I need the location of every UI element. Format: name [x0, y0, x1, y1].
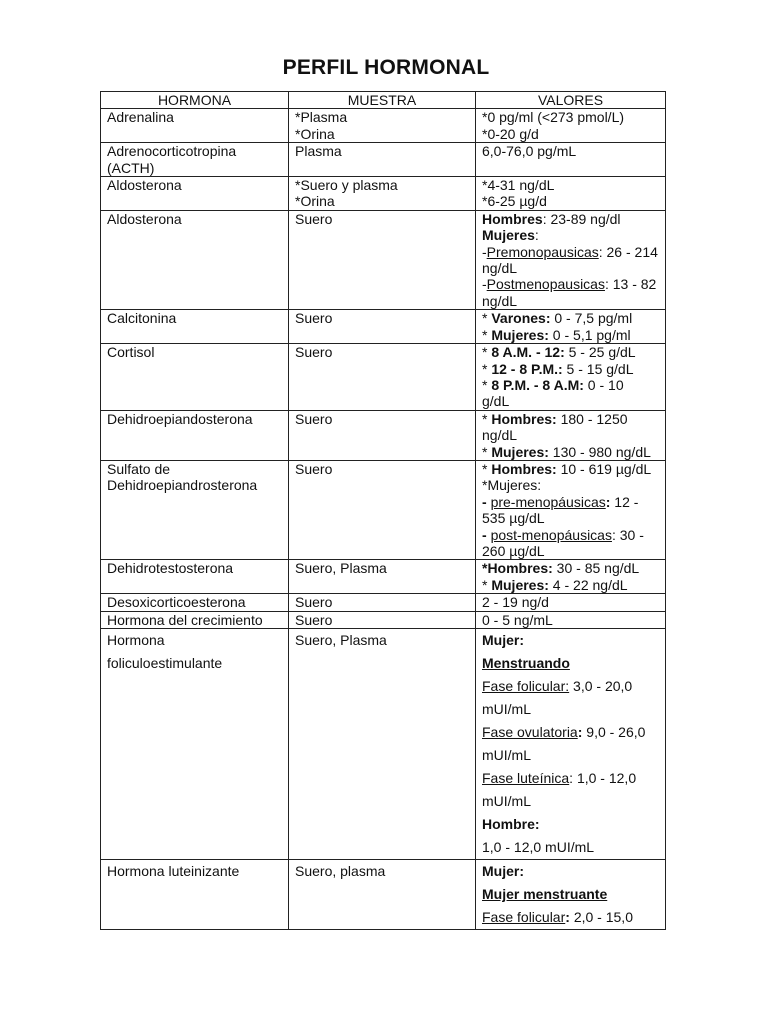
cell-line: *0 pg/ml (<273 pmol/L) — [482, 109, 625, 126]
cell-hormona — [101, 344, 289, 411]
cell-line — [482, 675, 659, 698]
underlined-label: Fase ovulatoria — [482, 724, 578, 740]
cell-line: ng/dL — [482, 292, 518, 309]
table-row — [101, 143, 666, 177]
bold-underlined-label: Mujer menstruante — [482, 886, 608, 902]
table-row — [101, 177, 666, 211]
cell-line: *Orina — [295, 125, 335, 142]
cell-valores — [476, 310, 666, 344]
cell-line: mUI/mL — [482, 747, 531, 763]
bold-label: 12 - 8 P.M.: — [491, 360, 563, 377]
hormone-table — [100, 91, 666, 930]
bold-label: Hombres: — [491, 410, 557, 427]
table-header — [101, 92, 666, 109]
cell-muestra — [289, 611, 476, 628]
value-text: 4 - 22 ng/dL — [548, 576, 628, 593]
cell-line: mUI/mL — [482, 701, 531, 717]
cell-valores — [476, 143, 666, 177]
cell-muestra — [289, 410, 476, 460]
table-body — [101, 109, 666, 930]
cell-line: *Mujeres: — [482, 477, 542, 494]
cell-line: *Orina — [295, 193, 335, 210]
cell-line — [482, 211, 659, 227]
bold-label: - — [482, 526, 491, 543]
cell-hormona — [101, 560, 289, 594]
value-text: 5 - 15 g/dL — [562, 360, 634, 377]
text-prefix: - — [482, 243, 487, 260]
bold-label: Mujer: — [482, 632, 524, 648]
cell-line — [482, 652, 659, 675]
bold-colon: : — [605, 493, 611, 510]
bold-colon: : — [565, 909, 570, 925]
cell-line: Dehidrotestosterona — [107, 560, 234, 577]
cell-hormona — [101, 460, 289, 559]
table-row — [101, 860, 666, 930]
bold-label: - — [482, 493, 491, 510]
cell-hormona — [101, 143, 289, 177]
cell-line: 1,0 - 12,0 mUI/mL — [482, 839, 595, 855]
cell-line: 6,0-76,0 pg/mL — [482, 143, 577, 160]
header-hormona: HORMONA — [101, 92, 289, 109]
cell-line — [482, 767, 659, 790]
bold-underlined-label: Menstruando — [482, 655, 570, 671]
table-row — [101, 560, 666, 594]
cell-line: 535 µg/dL — [482, 510, 545, 527]
cell-line: Suero — [295, 310, 333, 327]
bold-label: Mujer: — [482, 863, 524, 879]
value-text: : — [534, 227, 539, 244]
header-valores: VALORES — [476, 92, 666, 109]
value-text: : 26 - 214 — [598, 243, 658, 260]
cell-muestra — [289, 460, 476, 559]
cell-line — [482, 327, 659, 343]
cell-line: g/dL — [482, 393, 510, 410]
text-prefix: - — [482, 276, 487, 293]
cell-line — [482, 344, 659, 360]
value-text: 0 - 10 — [583, 376, 624, 393]
table-row — [101, 410, 666, 460]
cell-line: Aldosterona — [107, 210, 182, 227]
table-row — [101, 210, 666, 309]
cell-muestra — [289, 344, 476, 411]
table-row — [101, 594, 666, 611]
cell-line — [482, 577, 659, 593]
cell-line: Suero, plasma — [295, 863, 386, 879]
underlined-label: pre-menopáusicas — [490, 493, 606, 510]
cell-line: Sulfato de — [107, 460, 171, 477]
bold-label: 8 A.M. - 12: — [491, 344, 565, 361]
cell-muestra — [289, 177, 476, 211]
cell-line — [482, 276, 659, 292]
text-prefix: * — [482, 310, 492, 327]
header-muestra: MUESTRA — [289, 92, 476, 109]
value-text: 30 - 85 ng/dL — [552, 560, 640, 577]
underlined-label: Fase folicular — [482, 909, 566, 925]
value-text: 2,0 - 15,0 — [569, 909, 633, 925]
cell-muestra — [289, 860, 476, 930]
text-prefix: * — [482, 376, 492, 393]
text-prefix: * — [482, 360, 492, 377]
cell-line — [482, 461, 659, 477]
page-title: PERFIL HORMONAL — [282, 56, 490, 79]
cell-valores — [476, 611, 666, 628]
cell-hormona — [101, 611, 289, 628]
bold-label: Varones: — [491, 310, 551, 327]
cell-valores — [476, 177, 666, 211]
cell-valores — [476, 860, 666, 930]
cell-line: Suero, Plasma — [295, 632, 387, 648]
cell-line: Dehidroepiandosterona — [107, 410, 253, 427]
cell-line: Suero — [295, 460, 333, 477]
value-text: 180 - 1250 — [556, 410, 628, 427]
cell-line — [482, 244, 659, 260]
bold-label: Mujeres: — [491, 443, 549, 460]
text-prefix: * — [482, 326, 492, 343]
value-text: 12 - — [610, 493, 639, 510]
cell-line — [482, 860, 659, 883]
cell-muestra — [289, 109, 476, 143]
underlined-label: Fase folicular: — [482, 678, 570, 694]
cell-line: Cortisol — [107, 344, 155, 361]
cell-line: Desoxicorticoesterona — [107, 594, 246, 611]
value-text: 9,0 - 26,0 — [582, 724, 646, 740]
cell-line: Adrenocorticotropina — [107, 143, 237, 160]
table-row — [101, 109, 666, 143]
cell-valores — [476, 629, 666, 860]
cell-line — [482, 883, 659, 906]
cell-line: 0 - 5 ng/mL — [482, 611, 553, 628]
cell-line: *Suero y plasma — [295, 177, 398, 194]
cell-valores — [476, 210, 666, 309]
bold-label: Mujeres: — [491, 576, 549, 593]
cell-line — [482, 377, 659, 393]
cell-valores — [476, 594, 666, 611]
cell-valores — [476, 560, 666, 594]
underlined-label: Fase luteínica — [482, 770, 570, 786]
cell-muestra — [289, 594, 476, 611]
cell-line — [482, 560, 659, 576]
header-row — [101, 92, 666, 109]
cell-line: Hormona luteinizante — [107, 863, 240, 879]
cell-line: Adrenalina — [107, 109, 174, 126]
cell-hormona — [101, 177, 289, 211]
value-text: 0 - 7,5 pg/ml — [550, 310, 633, 327]
cell-line: (ACTH) — [107, 159, 155, 176]
value-text: 0 - 5,1 pg/ml — [548, 326, 631, 343]
cell-line: mUI/mL — [482, 793, 531, 809]
cell-valores — [476, 109, 666, 143]
cell-line: Dehidroepiandrosterona — [107, 477, 258, 494]
cell-line — [482, 494, 659, 510]
cell-line — [482, 906, 659, 929]
cell-line: Suero — [295, 594, 333, 611]
bold-label: Hombres — [482, 210, 543, 227]
text-prefix: * — [482, 344, 492, 361]
cell-hormona — [101, 594, 289, 611]
cell-hormona — [101, 210, 289, 309]
cell-line — [482, 527, 659, 543]
cell-line: Suero — [295, 410, 333, 427]
value-text: : 1,0 - 12,0 — [569, 770, 637, 786]
cell-line: *Plasma — [295, 109, 348, 126]
cell-line: 260 µg/dL — [482, 542, 545, 559]
value-text: : 30 - — [611, 526, 644, 543]
cell-hormona — [101, 109, 289, 143]
cell-line: 2 - 19 ng/d — [482, 594, 549, 611]
table-row — [101, 629, 666, 860]
cell-line: Aldosterona — [107, 177, 182, 194]
bold-label: Mujeres: — [491, 326, 549, 343]
cell-valores — [476, 344, 666, 411]
value-text: 130 - 980 ng/dL — [548, 443, 651, 460]
bold-label: Hombres: — [491, 460, 557, 477]
cell-line: Suero — [295, 344, 333, 361]
cell-line — [482, 721, 659, 744]
underlined-label: Premonopausicas — [486, 243, 599, 260]
cell-line: Plasma — [295, 143, 342, 160]
table-row — [101, 310, 666, 344]
cell-valores — [476, 410, 666, 460]
bold-label: 8 P.M. - 8 A.M: — [491, 376, 584, 393]
cell-hormona — [101, 629, 289, 860]
text-prefix: * — [482, 443, 492, 460]
cell-line: ng/dL — [482, 427, 518, 444]
cell-line: Hormona del crecimiento — [107, 611, 263, 628]
text-prefix: * — [482, 410, 492, 427]
cell-hormona — [101, 860, 289, 930]
cell-line: Hormona foliculoestimulante — [107, 632, 223, 671]
cell-line — [482, 813, 659, 836]
table-row — [101, 611, 666, 628]
cell-line — [482, 444, 659, 460]
cell-line: *0-20 g/d — [482, 125, 539, 142]
cell-line — [482, 227, 659, 243]
cell-line: ng/dL — [482, 260, 518, 277]
cell-line: Calcitonina — [107, 310, 177, 327]
value-text: 5 - 25 g/dL — [564, 344, 636, 361]
text-prefix: * — [482, 576, 492, 593]
cell-line — [482, 411, 659, 427]
text-prefix: * — [482, 460, 492, 477]
cell-line: Suero — [295, 210, 333, 227]
cell-line: Suero — [295, 611, 333, 628]
cell-line — [482, 361, 659, 377]
value-text: 3,0 - 20,0 — [569, 678, 633, 694]
table-row — [101, 460, 666, 559]
cell-line: *6-25 µg/d — [482, 193, 547, 210]
cell-hormona — [101, 410, 289, 460]
cell-hormona — [101, 310, 289, 344]
cell-line — [482, 310, 659, 326]
cell-muestra — [289, 560, 476, 594]
cell-line — [482, 629, 659, 652]
underlined-label: Postmenopausicas — [486, 276, 605, 293]
bold-label: *Hombres: — [482, 560, 553, 577]
bold-label: Mujeres — [482, 227, 535, 244]
bold-label: Hombre: — [482, 816, 540, 832]
cell-line: *4-31 ng/dL — [482, 177, 555, 194]
cell-valores — [476, 460, 666, 559]
cell-muestra — [289, 210, 476, 309]
value-text: : 23-89 ng/dl — [542, 210, 621, 227]
bold-colon: : — [577, 724, 583, 740]
cell-muestra — [289, 629, 476, 860]
cell-muestra — [289, 143, 476, 177]
cell-line: Suero, Plasma — [295, 560, 387, 577]
value-text: 10 - 619 µg/dL — [556, 460, 652, 477]
cell-muestra — [289, 310, 476, 344]
underlined-label: post-menopáusicas — [490, 526, 612, 543]
value-text: : 13 - 82 — [604, 276, 657, 293]
table-row — [101, 344, 666, 411]
